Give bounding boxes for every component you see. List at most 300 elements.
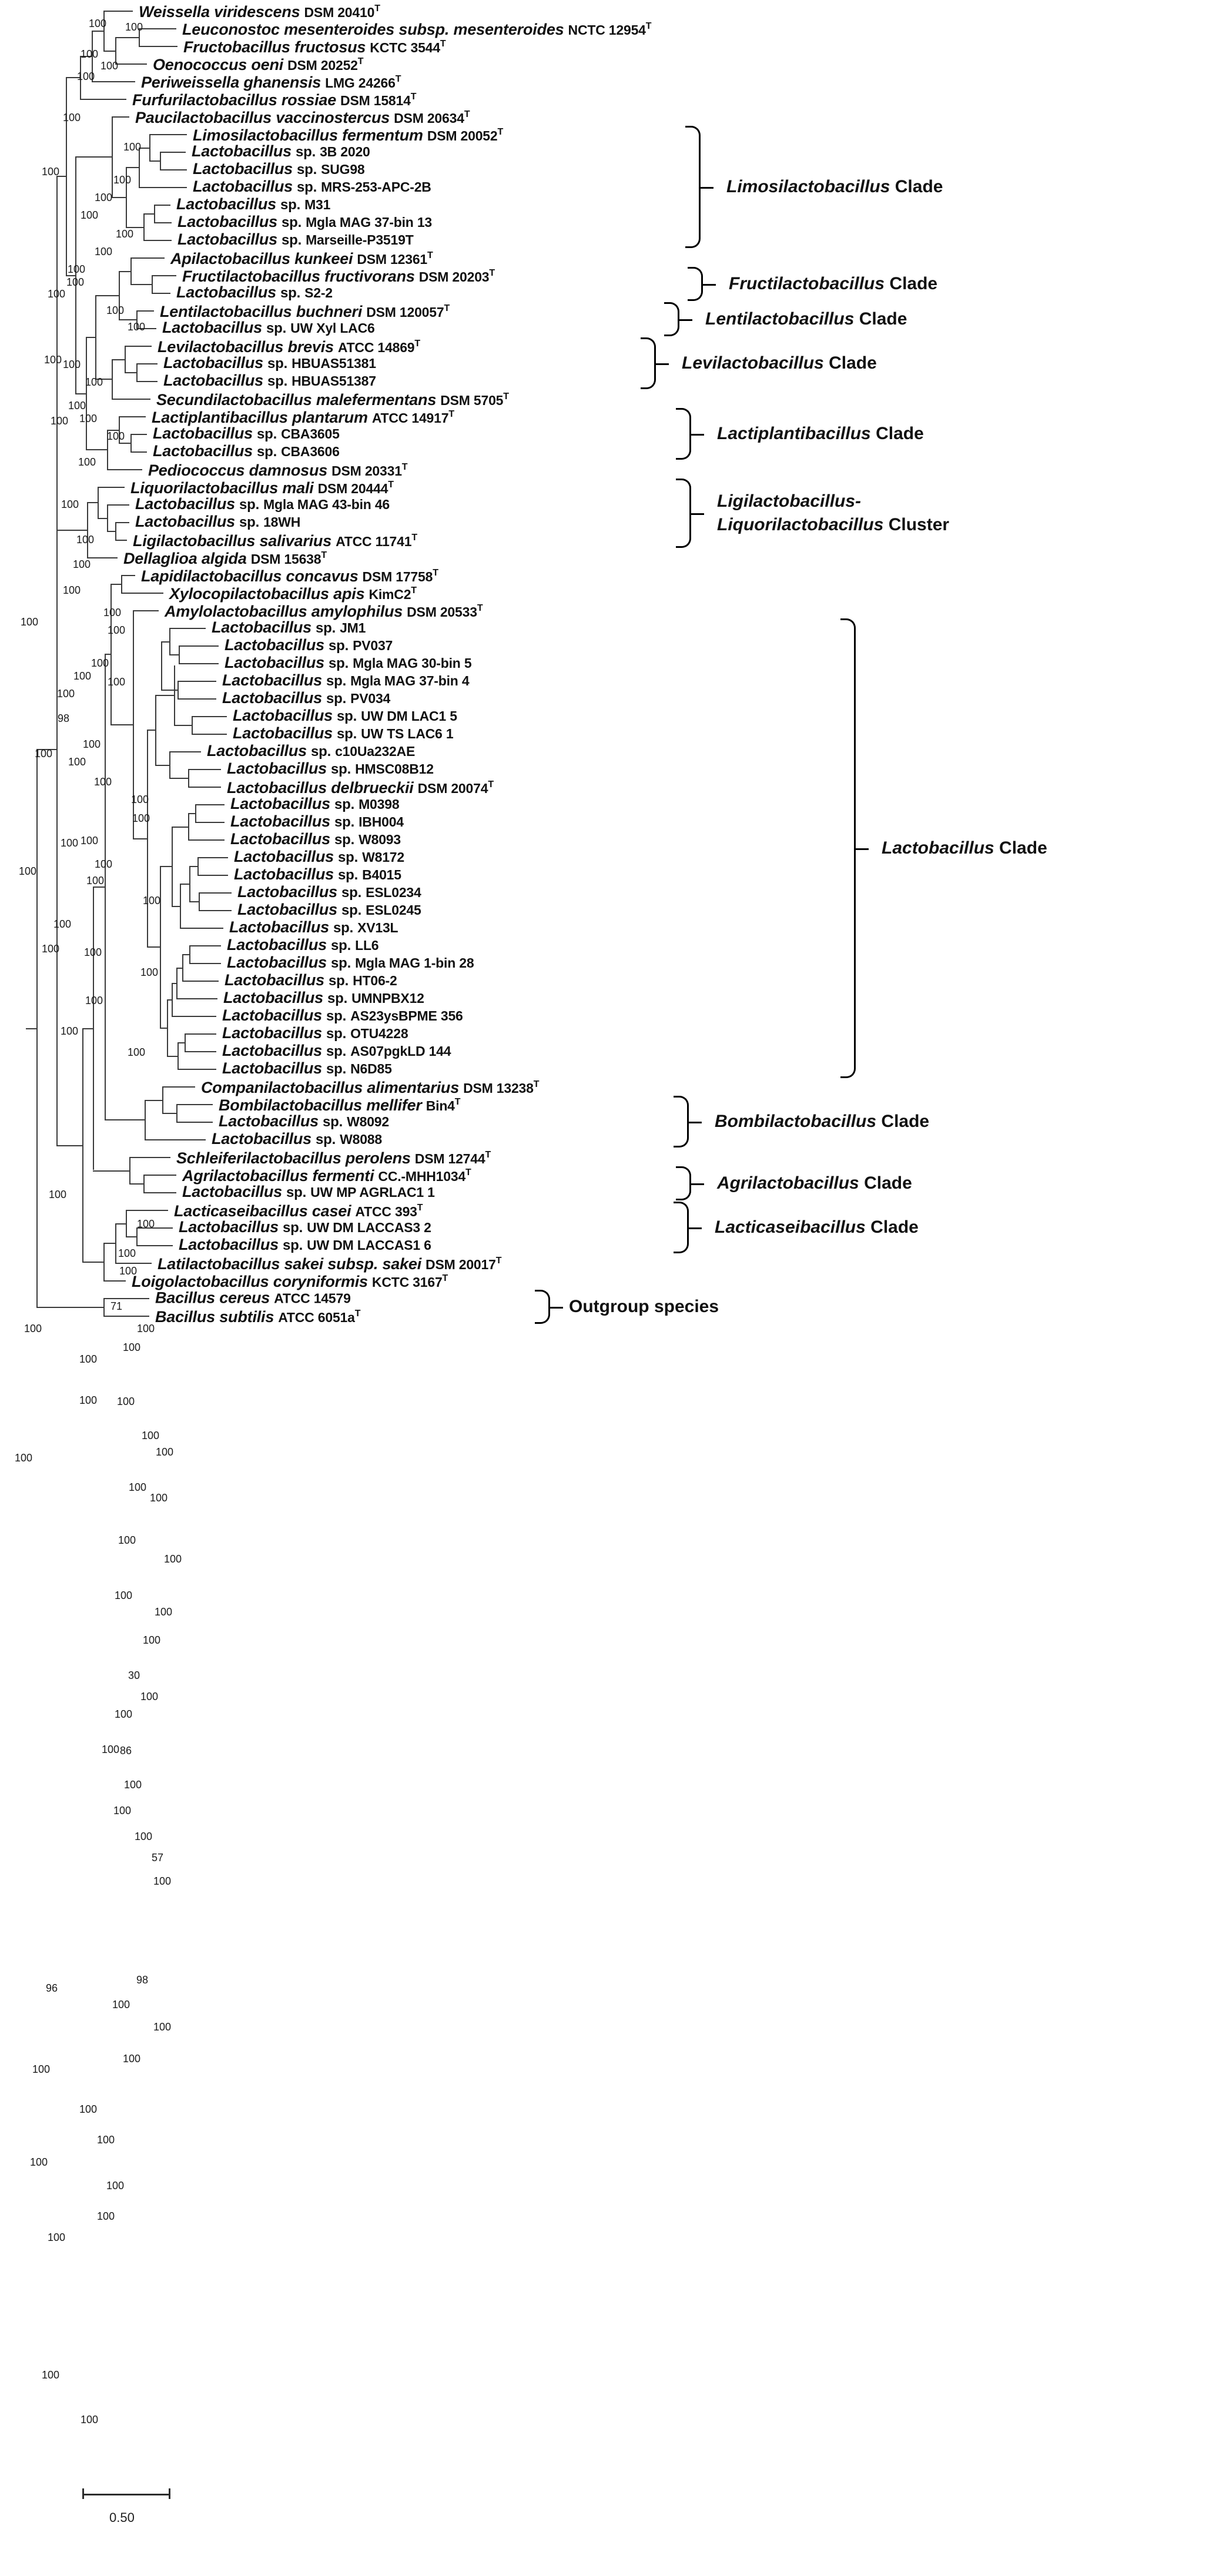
branch-horizontal — [169, 628, 206, 629]
clade-bracket-nub — [703, 284, 716, 286]
branch-horizontal — [103, 1243, 115, 1244]
branch-horizontal — [145, 1100, 162, 1101]
taxon-strain-id: M0398 — [359, 797, 400, 812]
bootstrap-value: 100 — [142, 895, 161, 906]
branch-horizontal — [115, 540, 127, 541]
branch-horizontal — [188, 839, 225, 841]
clade-label-suffix: Clade — [859, 1173, 912, 1193]
taxon-label — [123, 548, 327, 567]
taxon-strain-id: DSM 12744 — [414, 1150, 485, 1166]
bootstrap-value: 100 — [103, 607, 122, 618]
branch-vertical — [161, 641, 162, 690]
branch-horizontal — [136, 363, 158, 364]
clade-label — [717, 1173, 912, 1193]
taxon-genus-species: Lactobacillus — [227, 760, 327, 777]
branch-vertical — [105, 654, 106, 1119]
bootstrap-value: 100 — [61, 499, 79, 510]
branch-horizontal — [115, 1223, 126, 1225]
branch-horizontal — [139, 187, 187, 188]
bootstrap-value: 100 — [24, 1323, 42, 1334]
taxon-label — [141, 566, 438, 584]
branch-horizontal — [93, 1170, 129, 1172]
taxon-label — [219, 1113, 389, 1130]
type-strain-superscript: T — [417, 1203, 423, 1213]
branch-horizontal — [112, 399, 150, 400]
type-strain-superscript: T — [454, 1097, 461, 1108]
type-strain-superscript: T — [410, 92, 417, 102]
scale-bar-line — [82, 2494, 170, 2495]
taxon-genus-species: Lactobacillus — [225, 654, 324, 671]
bootstrap-value: 100 — [68, 756, 86, 768]
taxon-label — [153, 54, 363, 73]
branch-horizontal — [119, 416, 146, 417]
branch-horizontal — [95, 295, 119, 296]
taxon-strain-id: AS23ysBPME 356 — [350, 1008, 463, 1023]
taxon-genus-species: Lactobacillus — [227, 954, 327, 971]
bootstrap-value: 100 — [94, 858, 113, 870]
branch-vertical — [195, 804, 196, 822]
bootstrap-value: 100 — [119, 1265, 138, 1277]
taxon-genus-species: Agrilactobacillus fermenti — [182, 1166, 374, 1185]
branch-vertical — [152, 275, 153, 293]
taxon-genus-species: Furfurilactobacillus rossiae — [132, 91, 337, 109]
bootstrap-value: 100 — [94, 192, 113, 203]
taxon-label — [132, 1271, 448, 1290]
branch-horizontal — [155, 695, 174, 696]
clade-bracket — [535, 1290, 550, 1324]
clade-label-suffix: Clade — [870, 424, 924, 443]
type-strain-superscript: T — [395, 74, 401, 85]
branch-vertical — [103, 1243, 105, 1280]
taxon-label — [135, 514, 300, 530]
bootstrap-value: 100 — [85, 376, 103, 388]
branch-vertical — [172, 827, 173, 906]
branch-horizontal — [185, 1033, 216, 1035]
bootstrap-value: 100 — [18, 865, 37, 877]
bootstrap-value: 100 — [48, 1189, 67, 1200]
taxon-sp-marker: sp. — [333, 920, 354, 936]
branch-vertical — [115, 1223, 116, 1263]
taxon-strain-id: DSM 20331 — [331, 463, 402, 479]
taxon-strain-id: DSM 20052 — [427, 128, 498, 143]
taxon-sp-marker: sp. — [328, 638, 349, 654]
branch-vertical — [143, 213, 145, 240]
branch-horizontal — [199, 892, 232, 894]
clade-bracket — [676, 408, 691, 460]
branch-vertical — [177, 681, 179, 698]
taxon-sp-marker: sp. — [267, 356, 288, 372]
clade-label-suffix: Clade — [854, 309, 907, 329]
bootstrap-value: 100 — [62, 359, 81, 370]
bootstrap-value: 100 — [79, 2103, 98, 2115]
taxon-genus-species: Fructilactobacillus fructivorans — [182, 267, 415, 285]
clade-label-suffix: Clade — [885, 274, 938, 293]
taxon-label — [177, 232, 414, 248]
branch-vertical — [103, 11, 105, 51]
branch-horizontal — [87, 502, 98, 503]
bootstrap-value: 100 — [62, 112, 81, 123]
type-strain-superscript: T — [440, 39, 446, 49]
taxon-strain-id: UW TS LAC6 1 — [361, 726, 454, 741]
type-strain-superscript: T — [411, 533, 417, 543]
branch-horizontal — [177, 681, 216, 682]
branch-vertical — [112, 116, 113, 197]
taxon-strain-id: DSM 20444 — [317, 480, 388, 496]
taxon-strain-id: DSM 20252 — [287, 57, 358, 73]
taxon-sp-marker: sp. — [328, 655, 349, 671]
branch-horizontal — [177, 1042, 185, 1043]
branch-horizontal — [189, 901, 199, 902]
taxon-sp-marker: sp. — [330, 761, 351, 777]
taxon-strain-id: KimC2 — [369, 586, 411, 602]
taxon-genus-species: Lactobacillus — [222, 689, 322, 707]
taxon-label — [132, 89, 416, 108]
type-strain-superscript: T — [485, 1150, 491, 1160]
taxon-label — [174, 1200, 423, 1219]
clade-bracket-nub — [689, 1227, 702, 1229]
taxon-label — [139, 1, 380, 20]
taxon-sp-marker: sp. — [334, 797, 355, 812]
bootstrap-value: 100 — [130, 794, 149, 805]
taxon-strain-id: Mgla MAG 37-bin 4 — [350, 673, 470, 688]
branch-vertical — [110, 584, 112, 724]
taxon-strain-id: Mgla MAG 37-bin 13 — [306, 215, 433, 230]
bootstrap-value: 100 — [34, 748, 53, 760]
bootstrap-value: 100 — [86, 875, 105, 886]
type-strain-superscript: T — [448, 409, 454, 420]
branch-horizontal — [121, 575, 135, 576]
taxon-strain-id: ATCC 14869 — [337, 339, 415, 355]
branch-horizontal — [147, 946, 160, 948]
taxon-label — [183, 36, 446, 55]
taxon-strain-id: HT06-2 — [353, 973, 397, 988]
taxon-genus-species: Lactobacillus — [212, 1130, 311, 1148]
branch-horizontal — [75, 393, 86, 394]
taxon-genus-species: Lactobacillus — [177, 230, 277, 248]
branch-horizontal — [197, 857, 228, 858]
branch-horizontal — [86, 449, 107, 450]
clade-label-suffix: Cluster — [883, 515, 950, 534]
bootstrap-value: 100 — [128, 1481, 147, 1493]
taxon-sp-marker: sp. — [341, 885, 362, 901]
branch-horizontal — [98, 518, 107, 519]
branch-vertical — [115, 522, 116, 540]
bootstrap-value: 100 — [115, 228, 134, 240]
taxon-genus-species: Lactobacillus — [222, 1024, 322, 1042]
taxon-strain-id: PV037 — [353, 638, 393, 653]
taxon-label — [225, 655, 471, 671]
taxon-strain-id: W8093 — [359, 832, 401, 847]
branch-vertical — [93, 886, 94, 1170]
bootstrap-value: 100 — [72, 558, 91, 570]
taxon-genus-species: Lactobacillus — [225, 636, 324, 654]
type-strain-superscript: T — [464, 109, 470, 120]
taxon-strain-id: KCTC 3167 — [371, 1274, 443, 1290]
type-strain-superscript: T — [414, 339, 420, 349]
taxon-sp-marker: sp. — [326, 1043, 347, 1059]
taxon-sp-marker: sp. — [334, 814, 355, 830]
bootstrap-value: 100 — [154, 1606, 173, 1618]
branch-vertical — [145, 1100, 146, 1140]
branch-horizontal — [188, 787, 221, 788]
taxon-strain-id: CBA3606 — [281, 444, 340, 459]
taxon-label — [182, 19, 651, 38]
branch-horizontal — [172, 1016, 216, 1017]
branch-horizontal — [130, 257, 165, 259]
clade-bracket-nub — [701, 187, 713, 189]
taxon-genus-species: Leuconostoc mesenteroides subsp. mesenteroides — [182, 20, 564, 38]
branch-horizontal — [92, 31, 103, 32]
scale-bar-cap-right — [169, 2488, 170, 2499]
branch-horizontal — [126, 1210, 168, 1211]
taxon-sp-marker: sp. — [336, 708, 357, 724]
clade-label — [717, 490, 949, 537]
bootstrap-value: 100 — [142, 1634, 161, 1646]
branch-horizontal — [115, 1263, 152, 1264]
taxon-strain-id: DSM 120057 — [366, 304, 444, 320]
taxon-sp-marker: sp. — [239, 514, 260, 530]
taxon-label — [182, 266, 495, 285]
bootstrap-value: 100 — [79, 1353, 98, 1365]
clade-label-suffix: Clade — [994, 838, 1047, 858]
taxon-genus-species: Xylocopilactobacillus apis — [169, 584, 365, 603]
branch-vertical — [86, 337, 87, 449]
taxon-genus-species: Companilactobacillus alimentarius — [201, 1078, 460, 1096]
bootstrap-value: 100 — [32, 2063, 51, 2075]
type-strain-superscript: T — [495, 1256, 502, 1266]
branch-horizontal — [92, 81, 135, 82]
taxon-label — [158, 336, 420, 355]
branch-vertical — [172, 983, 173, 1016]
bootstrap-value: 100 — [79, 413, 98, 424]
taxon-genus-species: Bacillus cereus — [155, 1289, 270, 1307]
clade-bracket-nub — [691, 513, 704, 515]
bootstrap-value: 98 — [57, 712, 70, 724]
taxon-label — [229, 919, 398, 936]
branch-horizontal — [169, 751, 201, 752]
taxon-sp-marker: sp. — [282, 1220, 303, 1236]
taxon-sp-marker: sp. — [337, 867, 359, 883]
taxon-label — [222, 1060, 392, 1077]
branch-vertical — [189, 866, 190, 901]
taxon-sp-marker: sp. — [336, 726, 357, 742]
taxon-label — [233, 708, 457, 724]
branch-horizontal — [160, 152, 186, 153]
branch-vertical — [66, 77, 67, 275]
taxon-genus-species: Lactobacillus — [222, 1042, 322, 1059]
taxon-sp-marker: sp. — [337, 849, 359, 865]
taxon-strain-id: SUG98 — [321, 162, 365, 177]
branch-horizontal — [126, 167, 139, 168]
clade-label — [729, 274, 937, 294]
branch-horizontal — [169, 654, 179, 655]
clade-label-genus: Limosilactobacillus — [726, 177, 890, 196]
taxon-genus-species: Lapidilactobacillus concavus — [141, 567, 359, 585]
bootstrap-value: 100 — [163, 1553, 182, 1565]
taxon-genus-species: Lentilactobacillus buchneri — [160, 302, 363, 320]
branch-vertical — [160, 866, 161, 1028]
bootstrap-value: 100 — [41, 2369, 60, 2381]
branch-vertical — [136, 1227, 138, 1245]
branch-horizontal — [176, 1104, 213, 1105]
branch-horizontal — [189, 945, 221, 946]
taxon-strain-id: UW DM LAC1 5 — [361, 708, 457, 724]
taxon-sp-marker: sp. — [280, 285, 301, 301]
taxon-genus-species: Lactobacillus — [162, 319, 262, 336]
branch-horizontal — [161, 641, 169, 643]
taxon-label — [155, 1290, 351, 1306]
branch-horizontal — [149, 134, 187, 135]
taxon-label — [192, 143, 370, 160]
branch-vertical — [185, 1033, 186, 1051]
branch-horizontal — [107, 531, 115, 532]
taxon-sp-marker: sp. — [267, 373, 288, 389]
taxon-label — [163, 355, 376, 372]
clade-label — [715, 1217, 919, 1237]
taxon-label — [225, 972, 397, 989]
taxon-label — [179, 1237, 431, 1253]
branch-vertical — [154, 205, 155, 222]
taxon-genus-species: Lactobacillus — [192, 142, 292, 160]
branch-horizontal — [143, 213, 154, 215]
taxon-label — [193, 179, 431, 195]
taxon-strain-id: DSM 5705 — [440, 392, 504, 408]
branch-horizontal — [80, 99, 126, 100]
branch-horizontal — [115, 37, 139, 38]
taxon-label — [207, 743, 415, 760]
branch-horizontal — [56, 530, 87, 531]
bootstrap-value: 100 — [123, 1779, 142, 1791]
bootstrap-value: 100 — [83, 946, 102, 958]
bootstrap-value: 100 — [53, 918, 72, 930]
taxon-strain-id: HMSC08B12 — [355, 761, 434, 777]
clade-label-suffix: Clade — [876, 1112, 930, 1131]
clade-bracket-nub — [679, 319, 692, 321]
bootstrap-value: 100 — [155, 1446, 174, 1458]
branch-horizontal — [119, 319, 136, 320]
bootstrap-value: 57 — [151, 1852, 164, 1864]
branch-horizontal — [107, 504, 129, 506]
bootstrap-value: 100 — [127, 321, 146, 333]
taxon-sp-marker: sp. — [328, 973, 349, 989]
taxon-strain-id: MRS-253-APC-2B — [321, 179, 431, 195]
branch-vertical — [160, 152, 161, 169]
branch-horizontal — [155, 765, 169, 766]
branch-horizontal — [143, 240, 172, 241]
clade-label-suffix: Clade — [865, 1217, 919, 1237]
branch-vertical — [169, 628, 170, 654]
clade-label-genus: Lacticaseibacillus — [715, 1217, 866, 1237]
branch-vertical — [155, 695, 156, 764]
branch-horizontal — [195, 804, 225, 805]
taxon-genus-species: Lactobacillus — [223, 989, 323, 1006]
type-strain-superscript: T — [427, 250, 433, 261]
taxon-label — [227, 955, 474, 971]
taxon-label — [230, 814, 404, 830]
taxon-strain-id: HBUAS51381 — [292, 356, 376, 371]
taxon-label — [201, 1077, 539, 1096]
taxon-genus-species: Lacticaseibacillus casei — [174, 1202, 351, 1220]
branch-horizontal — [136, 1245, 173, 1246]
taxon-label — [230, 796, 399, 812]
taxon-sp-marker: sp. — [295, 144, 316, 160]
taxon-label — [225, 637, 393, 654]
bootstrap-value: 100 — [79, 1394, 98, 1406]
branch-vertical — [87, 502, 88, 557]
branch-horizontal — [167, 1056, 177, 1057]
taxon-genus-species: Liquorilactobacillus mali — [130, 479, 314, 497]
clade-bracket-nub — [689, 1122, 702, 1123]
bootstrap-value: 100 — [73, 670, 92, 682]
clade-bracket-nub — [691, 434, 704, 436]
taxon-strain-id: Mgla MAG 1-bin 28 — [355, 955, 474, 971]
clade-bracket — [641, 337, 656, 389]
taxon-sp-marker: sp. — [326, 691, 347, 707]
bootstrap-value: 100 — [132, 812, 150, 824]
taxon-genus-species: Lactobacillus — [230, 812, 330, 830]
bootstrap-value: 100 — [153, 2021, 172, 2033]
bootstrap-value: 100 — [78, 456, 96, 468]
taxon-sp-marker: sp. — [266, 320, 287, 336]
taxon-label — [163, 373, 376, 389]
bootstrap-value: 100 — [149, 1492, 168, 1504]
bootstrap-value: 100 — [41, 943, 60, 955]
bootstrap-value: 100 — [62, 584, 81, 596]
branch-horizontal — [145, 1139, 206, 1140]
taxon-genus-species: Schleiferilactobacillus perolens — [176, 1149, 411, 1167]
branch-horizontal — [103, 1280, 126, 1282]
clade-label — [682, 353, 877, 373]
branch-vertical — [129, 1157, 130, 1183]
bootstrap-value: 100 — [113, 174, 132, 186]
taxon-label — [222, 1025, 408, 1042]
bootstrap-value: 100 — [141, 1430, 160, 1441]
taxon-strain-id: UMNPBX12 — [351, 991, 424, 1006]
taxon-sp-marker: sp. — [281, 232, 302, 248]
taxon-strain-id: UW DM LACCAS1 6 — [307, 1237, 431, 1253]
taxon-strain-id: NCTC 12954 — [568, 22, 646, 38]
bootstrap-value: 100 — [94, 246, 113, 257]
branch-vertical — [143, 1175, 145, 1192]
bootstrap-value: 100 — [96, 2134, 115, 2146]
branch-vertical — [149, 134, 150, 160]
branch-vertical — [126, 1210, 127, 1236]
clade-bracket — [674, 1202, 689, 1253]
taxon-label — [222, 1008, 463, 1024]
taxon-strain-id: DSM 13238 — [463, 1080, 534, 1096]
bootstrap-value: 100 — [67, 263, 86, 275]
branch-vertical — [176, 968, 177, 999]
taxon-genus-species: Lactobacillus delbrueckii — [227, 778, 414, 797]
branch-horizontal — [176, 1122, 213, 1123]
branch-vertical — [188, 769, 189, 787]
taxon-genus-species: Weissella viridescens — [139, 2, 300, 21]
bootstrap-value: 86 — [119, 1745, 132, 1757]
taxon-sp-marker: sp. — [322, 1114, 343, 1130]
taxon-genus-species: Lactobacillus — [179, 1236, 279, 1253]
bootstrap-value: 100 — [122, 2053, 141, 2065]
taxon-genus-species: Lactobacillus — [222, 671, 322, 689]
bootstrap-value: 100 — [127, 1046, 146, 1058]
taxon-sp-marker: sp. — [296, 179, 317, 195]
branch-vertical — [36, 749, 38, 1307]
branch-vertical — [189, 945, 190, 963]
branch-horizontal — [179, 663, 219, 664]
taxon-genus-species: Lactobacillus — [163, 354, 263, 372]
type-strain-superscript: T — [401, 462, 408, 473]
branch-horizontal — [154, 205, 170, 206]
type-strain-superscript: T — [488, 780, 494, 790]
